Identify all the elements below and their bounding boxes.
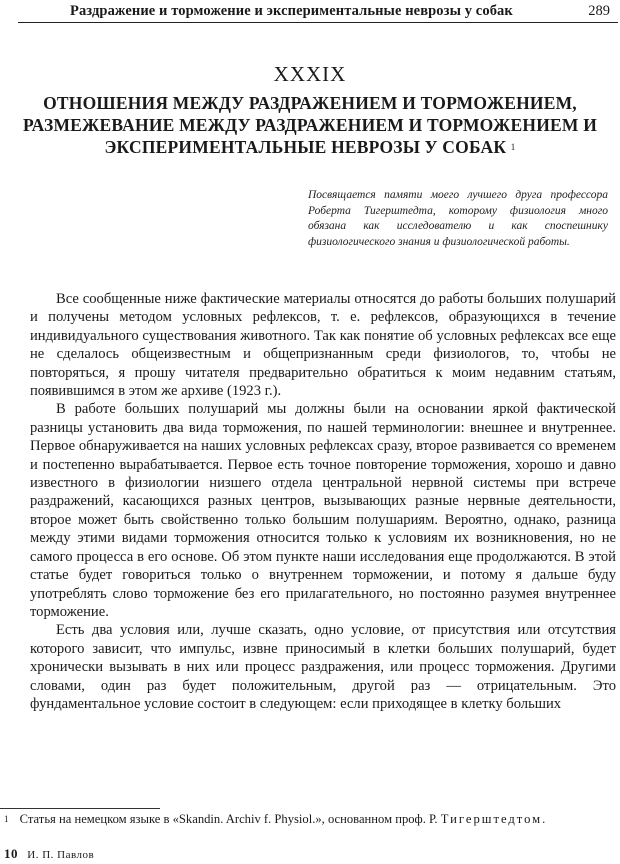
chapter-title-text: ОТНОШЕНИЯ МЕЖДУ РАЗДРАЖЕНИЕМ И ТОРМОЖЕНИЕМ, РАЗМЕЖЕВАНИЕ МЕЖДУ РАЗДРАЖЕНИЕМ И ТОРМОЖЕНИЕМ И ЭКСПЕРИМЕНТАЛЬНЫЕ НЕВРОЗЫ У СОБАК: [22, 93, 598, 157]
running-head-title: Раздражение и торможение и экспериментальные неврозы у собак: [70, 3, 513, 19]
signature-text: И. П. Павлов: [27, 849, 95, 861]
footnote-divider: [0, 808, 160, 809]
paragraph: Все сообщенные ниже фактические материалы относятся до работы больших полушарий и получены методом условных рефлексов, т. е. рефлексов, образующихся в течение индивидуального существования животного. Так как понятие об условных рефлексах все еще не сделалось общеизвестным и общепризнанным среди физиологов, то, чтобы не повторяться, я прошу читателя предварительно обратиться к моим недавним статьям, появившимся в этом же архиве (1923 г.).: [30, 291, 616, 400]
dedication: Посвящается памяти моего лучшего друга профессора Роберта Тигерштедта, которому физиология много обязана как исследователю и как споспешнику физиологического знания и физиологической работы.: [308, 189, 608, 248]
printer-signature: [4, 846, 94, 862]
page-number: 289: [588, 3, 610, 19]
footnote: [4, 812, 616, 828]
footnote-marker[interactable]: 1: [510, 142, 516, 152]
chapter-number: XXXIX: [273, 62, 347, 86]
paragraph: Есть два условия или, лучше сказать, одно условие, от присутствия или отсутствия которого зависит, что импульс, извне приносимый в клетки больших полушарий, будет хронически вызывать в них или процесс раздражения, или процесс торможения. Другими словами, один раз будет положительным, другой раз — отрицательным. Это фундаментальное условие состоит в следующем: если приходящее в клетку больших: [30, 622, 616, 712]
footnote-author: Тигерштедтом.: [440, 812, 548, 826]
body-text: [30, 290, 616, 713]
chapter-title: [20, 92, 600, 158]
footnote-number: 1: [4, 814, 9, 824]
footnote-text: Статья на немецком языке в «Skandin. Archiv f. Physiol.», основанном проф. Р.: [19, 812, 438, 826]
paragraph: В работе больших полушарий мы должны были на основании яркой фактической разницы установить два вида торможения, по нашей терминологии: внешнее и внутреннее. Первое обнаруживается на наших условных рефлексах сразу, второе развивается со временем и постепенно вырабатывается. Первое есть точное повторение торможения, хорошо и давно известного в физиологии низшего отдела центральной нервной системы при встрече раздражений, касающихся разных центров, вызывающих разные нервные деятельности, второе может быть свойственно только большим полушариям. Вероятно, однако, разница между этими видами торможения относится только к условиям их возникновения, но не самого процесса в его основе. Об этом пункте наши исследования еще продолжаются. В этой статье будет говориться только о внутреннем торможении, и потому я дальше буду употреблять слово торможение без его прилагательного, но постоянно разумея внутреннее торможение.: [30, 401, 616, 620]
signature-number: 10: [4, 846, 18, 861]
running-head: [18, 0, 618, 23]
